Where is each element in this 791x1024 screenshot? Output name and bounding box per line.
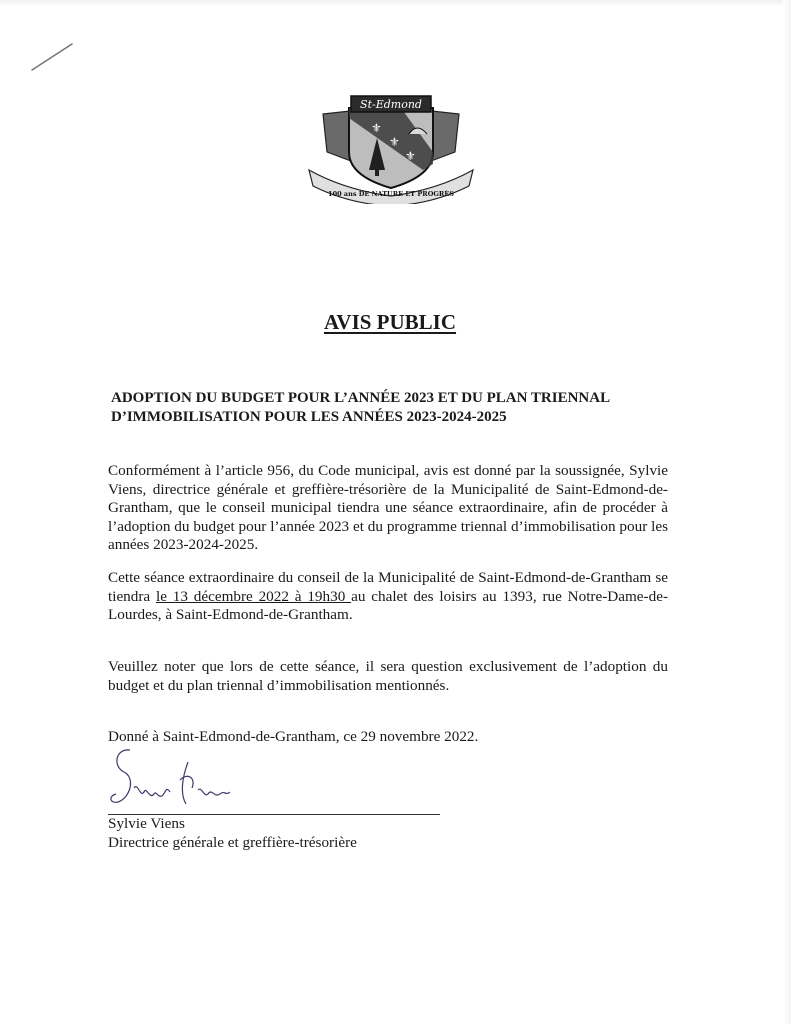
- logo-ribbon-text: 100 ans DE NATURE ET PROGRÈS: [328, 190, 454, 198]
- signer-title: Directrice générale et greffière-trésorière: [108, 834, 357, 851]
- fleur-de-lis-icon: ⚜: [405, 149, 416, 163]
- subtitle-line-1: ADOPTION DU BUDGET POUR L’ANNÉE 2023 ET DU PLAN TRIENNAL: [111, 390, 611, 406]
- stray-pen-mark: [28, 40, 76, 74]
- notice-subtitle: [111, 389, 671, 427]
- notice-title: AVIS PUBLIC: [323, 310, 457, 334]
- handwritten-signature: [96, 742, 256, 820]
- logo-banner-text: St-Edmond: [360, 98, 422, 111]
- scan-edge-top: [0, 0, 791, 6]
- meeting-date-time: le 13 décembre 2022 à 19h30: [155, 587, 352, 605]
- fleur-de-lis-icon: ⚜: [389, 135, 400, 149]
- municipal-coat-of-arms-logo: [305, 94, 477, 204]
- subtitle-line-2: D’IMMOBILISATION POUR LES ANNÉES 2023-2024-2025: [111, 409, 507, 425]
- meeting-text-after: au chalet des loisirs au 1393, rue Notre-Dame-de-Lourdes, à Saint-Edmond-de-Grantham.: [108, 587, 668, 624]
- paragraph-exclusive-topic: Veuillez noter que lors de cette séance, il sera question exclusivement de l’adoption du budget et du plan triennal d’immobilisation mentionnés.: [108, 658, 668, 694]
- paragraph-meeting-details: [108, 569, 668, 625]
- signer-name: Sylvie Viens: [108, 815, 185, 832]
- place-and-date: Donné à Saint-Edmond-de-Grantham, ce 29 novembre 2022.: [108, 728, 479, 745]
- paragraph-legal-notice: Conformément à l’article 956, du Code municipal, avis est donné par la soussignée, Sylvie Viens, directrice générale et greffière-trésorière de la Municipalité de Saint-Edmond-de-Grantham, que le conseil municipal tiendra une séance extraordinaire, afin de procéder à l’adoption du budget pour l’année 2023 et du programme triennal d’immobilisation pour les années 2023-2024-2025.: [108, 462, 668, 554]
- scan-edge-right: [783, 0, 791, 1024]
- meeting-text-before: Cette séance extraordinaire du conseil de la Municipalité de Saint-Edmond-de-Grantham se tiendra: [108, 569, 668, 605]
- fleur-de-lis-icon: ⚜: [371, 121, 382, 135]
